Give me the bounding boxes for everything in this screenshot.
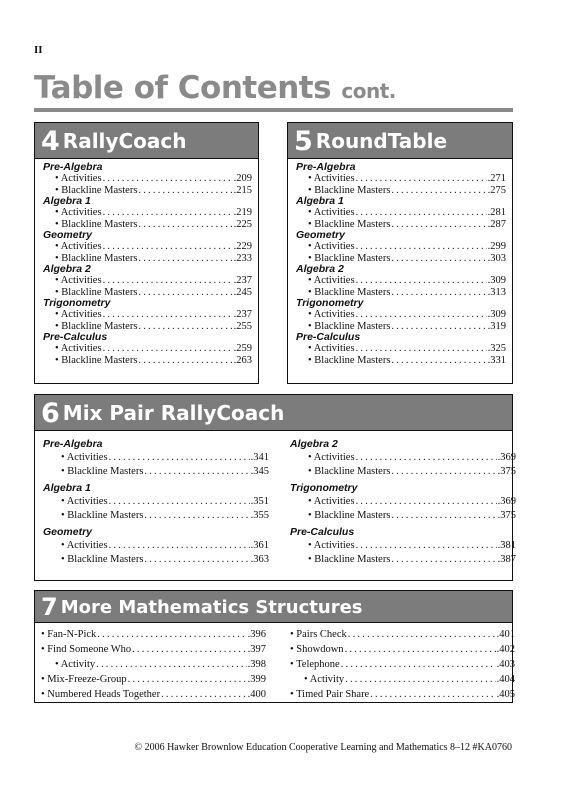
dot-leader (391, 509, 496, 523)
subject-heading: Pre-Calculus (296, 331, 361, 343)
toc-entry (290, 539, 516, 553)
entry-page: .399 (247, 674, 266, 685)
section-6-right (290, 435, 516, 567)
section-4-box (34, 122, 259, 384)
dot-leader (144, 465, 249, 479)
entry-page: .319 (487, 320, 506, 332)
section-number: 5 (294, 126, 313, 157)
entry-page: .361 (250, 540, 269, 551)
toc-entry (290, 657, 515, 672)
subject-heading: Geometry (296, 229, 346, 241)
section-6-header (35, 395, 512, 431)
entry-label: • Activity (55, 659, 96, 670)
toc-entry (290, 553, 516, 567)
entry-label: • Activities (308, 452, 355, 463)
entry-label: • Blackline Masters (308, 320, 391, 332)
entry-page: .237 (233, 275, 252, 286)
entry-page: .351 (250, 496, 269, 507)
dot-leader (103, 309, 233, 321)
entry-label: • Activities (308, 309, 355, 320)
entry-page: .404 (496, 674, 515, 685)
section-7-left (41, 627, 266, 702)
section-5-header (288, 123, 512, 159)
entry-page: .363 (250, 554, 269, 565)
dot-leader (138, 287, 232, 299)
entry-label: • Activities (55, 275, 102, 286)
dot-leader (348, 627, 496, 642)
entry-label: • Timed Pair Share (290, 689, 370, 700)
dot-leader (391, 553, 496, 567)
entry-label: • Activity (304, 674, 345, 685)
entry-label: • Blackline Masters (61, 554, 144, 565)
entry-page: .225 (233, 218, 252, 230)
entry-label: • Blackline Masters (308, 252, 391, 264)
section-number: 7 (41, 593, 58, 621)
dot-leader (356, 309, 487, 321)
entry-page: .209 (233, 173, 252, 184)
entry-page: .233 (233, 252, 252, 264)
dot-leader (391, 185, 486, 197)
toc-entry (43, 241, 252, 253)
toc-entry (41, 657, 266, 672)
toc-entry (43, 173, 252, 185)
entry-label: • Telephone (290, 659, 340, 670)
entry-page: .309 (487, 275, 506, 286)
entry-page: .303 (487, 252, 506, 264)
entry-page: .271 (487, 173, 506, 184)
dot-leader (138, 219, 232, 231)
section-number: 4 (41, 126, 60, 157)
section-title: RoundTable (315, 129, 448, 153)
toc-entry (296, 173, 506, 185)
entry-page: .287 (487, 218, 506, 230)
subject-heading: Geometry (43, 229, 93, 241)
entry-label: • Activities (55, 309, 102, 320)
dot-leader (96, 657, 246, 672)
section-7-box (34, 590, 513, 703)
entry-label: • Blackline Masters (55, 184, 138, 196)
dot-leader (132, 642, 247, 657)
entry-page: .369 (497, 496, 516, 507)
subject-heading: Algebra 1 (296, 195, 344, 207)
entry-page: .402 (496, 644, 515, 655)
dot-leader (356, 275, 487, 287)
toc-entry (43, 495, 269, 509)
subject-heading: Algebra 2 (43, 263, 91, 275)
toc-entry (43, 355, 252, 367)
dot-leader (109, 539, 250, 553)
dot-leader (144, 553, 249, 567)
entry-label: • Activities (61, 540, 108, 551)
entry-page: .325 (487, 343, 506, 354)
section-title: More Mathematics Structures (60, 597, 363, 618)
toc-entry (43, 509, 269, 523)
toc-entry (43, 465, 269, 479)
toc-entry (296, 309, 506, 321)
entry-label: • Blackline Masters (61, 510, 144, 521)
toc-entry (41, 687, 266, 702)
subject-heading: Algebra 1 (43, 482, 91, 494)
dot-leader (161, 687, 247, 702)
toc-entry (290, 687, 515, 702)
entry-label: • Activities (308, 540, 355, 551)
toc-entry (43, 553, 269, 567)
entry-label: • Blackline Masters (308, 554, 391, 565)
page-number: II (34, 44, 43, 56)
dot-leader (391, 253, 486, 265)
dot-leader (109, 495, 250, 509)
entry-page: .396 (247, 629, 266, 640)
toc-entry (41, 627, 266, 642)
entry-label: • Activities (55, 241, 102, 252)
entry-page: .229 (233, 241, 252, 252)
entry-page: .345 (250, 466, 269, 477)
dot-leader (391, 287, 486, 299)
entry-page: .281 (487, 207, 506, 218)
entry-label: • Blackline Masters (55, 218, 138, 230)
section-7-header (35, 591, 512, 623)
entry-label: • Blackline Masters (55, 252, 138, 264)
toc-entry (290, 451, 516, 465)
entry-page: .381 (497, 540, 516, 551)
toc-entry (43, 275, 252, 287)
toc-entry (296, 355, 506, 367)
subject-heading: Pre-Algebra (43, 438, 103, 450)
entry-label: • Activities (308, 275, 355, 286)
dot-leader (345, 642, 496, 657)
dot-leader (341, 657, 496, 672)
entry-page: .341 (250, 452, 269, 463)
subject-heading: Trigonometry (43, 297, 111, 309)
entry-label: • Activities (55, 343, 102, 354)
entry-label: • Activities (61, 452, 108, 463)
dot-leader (356, 207, 487, 219)
dot-leader (391, 321, 486, 333)
section-7-columns (35, 623, 515, 702)
toc-entry (296, 207, 506, 219)
dot-leader (97, 627, 246, 642)
subject-heading: Algebra 2 (296, 263, 344, 275)
section-title: RallyCoach (62, 129, 187, 153)
dot-leader (356, 343, 487, 355)
dot-leader (128, 672, 247, 687)
dot-leader (138, 185, 232, 197)
subject-heading: Algebra 1 (43, 195, 91, 207)
dot-leader (391, 465, 496, 479)
dot-leader (356, 495, 497, 509)
entry-page: .400 (247, 689, 266, 700)
subject-heading: Geometry (43, 526, 93, 538)
page-footer: © 2006 Hawker Brownlow Education Cooperative Learning and Mathematics 8–12 #KA0760 (134, 742, 512, 753)
entry-page: .245 (233, 286, 252, 298)
entry-label: • Activities (308, 173, 355, 184)
dot-leader (103, 173, 233, 185)
toc-entry (290, 672, 515, 687)
entry-page: .355 (250, 510, 269, 521)
toc-entry (43, 343, 252, 355)
entry-label: • Activities (55, 173, 102, 184)
toc-entry (43, 539, 269, 553)
title-main: Table of Contents (34, 70, 332, 106)
toc-entry (43, 207, 252, 219)
subject-heading: Pre-Algebra (296, 161, 356, 173)
entry-page: .255 (233, 320, 252, 332)
subject-heading: Trigonometry (290, 482, 358, 494)
entry-page: .331 (487, 354, 506, 366)
dot-leader (103, 343, 233, 355)
entry-page: .237 (233, 309, 252, 320)
toc-entry (43, 309, 252, 321)
entry-page: .369 (497, 452, 516, 463)
toc-entry (290, 509, 516, 523)
entry-label: • Blackline Masters (308, 184, 391, 196)
dot-leader (138, 355, 232, 367)
toc-entry (296, 275, 506, 287)
section-6-columns (35, 431, 516, 567)
section-number: 6 (41, 398, 60, 429)
entry-page: .313 (487, 286, 506, 298)
dot-leader (356, 241, 487, 253)
toc-entry (290, 642, 515, 657)
entry-page: .387 (497, 554, 516, 565)
toc-entry (296, 343, 506, 355)
entry-label: • Activities (308, 207, 355, 218)
section-7-right (290, 627, 515, 702)
entry-label: • Numbered Heads Together (41, 689, 161, 700)
toc-entry (43, 451, 269, 465)
entry-page: .215 (233, 184, 252, 196)
section-title: Mix Pair RallyCoach (62, 401, 285, 425)
dot-leader (138, 253, 232, 265)
entry-label: • Blackline Masters (308, 466, 391, 477)
dot-leader (370, 687, 495, 702)
entry-label: • Mix-Freeze-Group (41, 674, 127, 685)
entry-page: .275 (487, 184, 506, 196)
dot-leader (391, 219, 486, 231)
toc-entry (296, 241, 506, 253)
entry-page: .403 (496, 659, 515, 670)
entry-label: • Activities (308, 496, 355, 507)
title-rule (34, 108, 513, 112)
page-title (34, 70, 396, 106)
dot-leader (356, 539, 497, 553)
entry-page: .309 (487, 309, 506, 320)
entry-page: .263 (233, 354, 252, 366)
dot-leader (103, 275, 233, 287)
entry-label: • Blackline Masters (308, 354, 391, 366)
dot-leader (103, 207, 233, 219)
entry-label: • Find Someone Who (41, 644, 132, 655)
entry-label: • Fan-N-Pick (41, 629, 97, 640)
toc-entry (41, 642, 266, 657)
dot-leader (144, 509, 249, 523)
entry-label: • Blackline Masters (308, 510, 391, 521)
subject-heading: Pre-Algebra (43, 161, 103, 173)
entry-page: .259 (233, 343, 252, 354)
dot-leader (356, 173, 487, 185)
section-6-box (34, 394, 516, 581)
subject-heading: Algebra 2 (290, 438, 338, 450)
entry-page: .401 (496, 629, 515, 640)
entry-label: • Blackline Masters (55, 354, 138, 366)
entry-label: • Activities (55, 207, 102, 218)
toc-entry (290, 495, 516, 509)
entry-label: • Blackline Masters (55, 286, 138, 298)
entry-label: • Blackline Masters (308, 286, 391, 298)
dot-leader (109, 451, 250, 465)
entry-page: .219 (233, 207, 252, 218)
subject-heading: Pre-Calculus (43, 331, 108, 343)
dot-leader (103, 241, 233, 253)
section-5-list (288, 159, 512, 366)
entry-label: • Blackline Masters (61, 466, 144, 477)
entry-label: • Blackline Masters (308, 218, 391, 230)
toc-entry (290, 465, 516, 479)
title-cont: cont. (341, 79, 396, 103)
subject-heading: Trigonometry (296, 297, 364, 309)
entry-page: .375 (497, 510, 516, 521)
section-5-box (287, 122, 513, 384)
dot-leader (391, 355, 486, 367)
entry-label: • Pairs Check (290, 629, 347, 640)
dot-leader (345, 672, 495, 687)
entry-label: • Activities (61, 496, 108, 507)
toc-entry (41, 672, 266, 687)
subject-heading: Pre-Calculus (290, 526, 355, 538)
section-6-left (43, 435, 269, 567)
entry-page: .405 (496, 689, 515, 700)
dot-leader (356, 451, 497, 465)
entry-page: .299 (487, 241, 506, 252)
entry-page: .398 (247, 659, 266, 670)
entry-label: • Showdown (290, 644, 344, 655)
section-4-header (35, 123, 258, 159)
entry-page: .397 (247, 644, 266, 655)
entry-label: • Activities (308, 343, 355, 354)
entry-label: • Blackline Masters (55, 320, 138, 332)
entry-label: • Activities (308, 241, 355, 252)
toc-entry (290, 627, 515, 642)
section-4-list (35, 159, 258, 366)
dot-leader (138, 321, 232, 333)
entry-page: .375 (497, 466, 516, 477)
